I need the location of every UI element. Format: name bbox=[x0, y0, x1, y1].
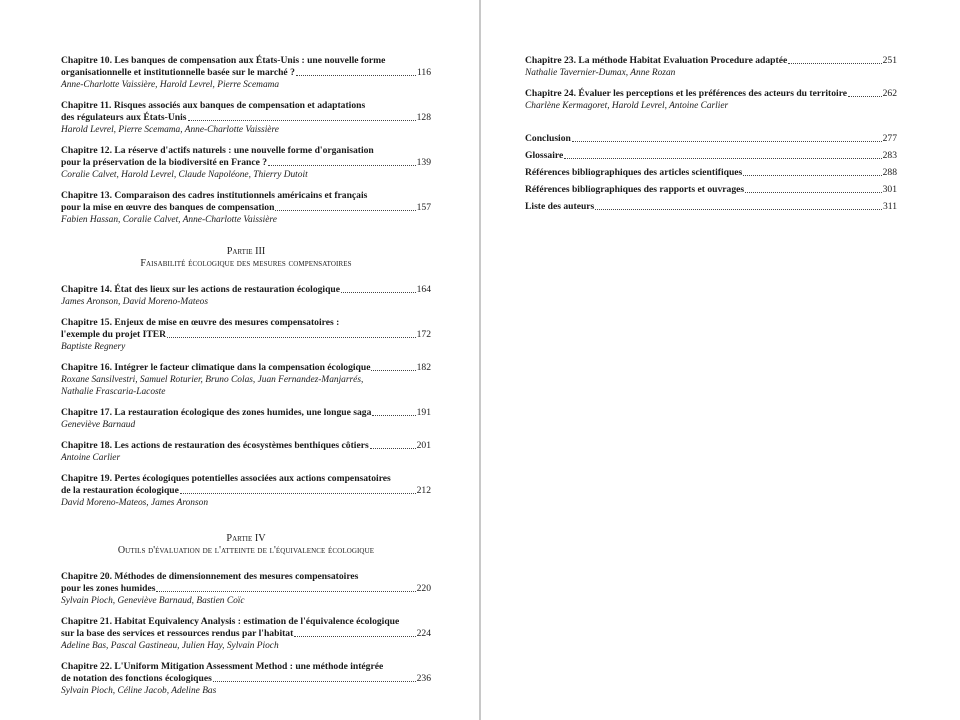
toc-back-matter bbox=[525, 133, 897, 213]
dot-leader bbox=[294, 636, 415, 637]
toc-entry-page-number: 220 bbox=[416, 583, 431, 594]
toc-entry-title-line: Chapitre 22. L'Uniform Mitigation Assessment Method : une méthode intégrée bbox=[61, 661, 384, 672]
toc-entry-title-row bbox=[61, 284, 431, 296]
toc-entry-page-number: 164 bbox=[416, 284, 431, 295]
toc-entry bbox=[61, 571, 431, 607]
dot-leader bbox=[296, 75, 416, 76]
toc-entry-title-line: Chapitre 19. Pertes écologiques potentielles associées aux actions compensatoires bbox=[61, 473, 391, 484]
right-page bbox=[481, 0, 960, 720]
toc-entry-title-line: l'exemple du projet ITER bbox=[61, 329, 167, 340]
toc-back-matter-item bbox=[525, 184, 897, 196]
toc-entry-authors: Sylvain Pioch, Geneviève Barnaud, Bastien Coïc bbox=[61, 596, 245, 606]
toc-entry bbox=[525, 88, 897, 112]
toc-entry-page-number: 191 bbox=[416, 407, 431, 418]
toc-entry-title-row bbox=[61, 583, 431, 595]
toc-back-matter-page: 301 bbox=[882, 184, 897, 195]
dot-leader bbox=[564, 158, 881, 159]
toc-entry-title-row bbox=[61, 485, 431, 497]
toc-back-matter-page: 283 bbox=[882, 150, 897, 161]
toc-entry bbox=[525, 55, 897, 79]
toc-entry-title-line: Chapitre 23. La méthode Habitat Evaluation Procedure adaptée bbox=[525, 55, 788, 66]
toc-back-matter-item bbox=[525, 133, 897, 145]
toc-back-matter-label: Conclusion bbox=[525, 133, 571, 144]
part-3-label: Partie III bbox=[226, 246, 266, 257]
dot-leader bbox=[371, 370, 415, 371]
toc-entry-page-number: 116 bbox=[416, 67, 431, 78]
toc-back-matter-label: Références bibliographiques des rapports et ouvrages bbox=[525, 184, 745, 195]
toc-back-matter-page: 288 bbox=[882, 167, 897, 178]
toc-group-part4 bbox=[61, 571, 431, 697]
toc-entry-page-number: 201 bbox=[416, 440, 431, 451]
toc-entry-authors: Antoine Carlier bbox=[61, 453, 121, 463]
toc-entry bbox=[61, 362, 431, 398]
dot-leader bbox=[341, 292, 416, 293]
left-page bbox=[0, 0, 479, 720]
dot-leader bbox=[572, 141, 882, 142]
toc-group-part4-end bbox=[525, 55, 897, 112]
toc-entry-title-row bbox=[61, 67, 431, 79]
toc-entry-page-number: 224 bbox=[416, 628, 431, 639]
toc-entry-title-line: Chapitre 10. Les banques de compensation aux États-Unis : une nouvelle forme bbox=[61, 55, 386, 66]
toc-group-part3 bbox=[61, 284, 431, 509]
part-4-label: Partie IV bbox=[226, 533, 266, 544]
toc-entry-authors: Nathalie Frascaria-Lacoste bbox=[61, 387, 166, 397]
toc-entry bbox=[61, 55, 431, 91]
toc-entry-page-number: 128 bbox=[416, 112, 431, 123]
toc-entry-page-number: 251 bbox=[882, 55, 897, 66]
toc-back-matter-label: Références bibliographiques des articles scientifiques bbox=[525, 167, 743, 178]
toc-entry bbox=[61, 317, 431, 353]
part-4-heading bbox=[61, 533, 431, 557]
toc-entry-title-row bbox=[61, 407, 431, 419]
toc-entry-title-line: Chapitre 18. Les actions de restauration des écosystèmes benthiques côtiers bbox=[61, 440, 369, 451]
toc-entry-title-row bbox=[61, 329, 431, 341]
toc-entry-title-line: organisationnelle et institutionnelle basée sur le marché ? bbox=[61, 67, 295, 78]
toc-entry-page-number: 157 bbox=[416, 202, 431, 213]
toc-entry-title-line: pour la préservation de la biodiversité en France ? bbox=[61, 157, 268, 168]
toc-entry-page-number: 172 bbox=[416, 329, 431, 340]
toc-entry-title-line: des régulateurs aux États-Unis bbox=[61, 112, 187, 123]
dot-leader bbox=[188, 120, 416, 121]
toc-back-matter-label: Glossaire bbox=[525, 150, 564, 161]
toc-entry-page-number: 236 bbox=[416, 673, 431, 684]
toc-entry-title-row bbox=[61, 112, 431, 124]
part-3-heading bbox=[61, 246, 431, 270]
toc-entry-title-row bbox=[61, 362, 431, 374]
toc-entry-authors: Baptiste Regnery bbox=[61, 342, 126, 352]
toc-entry bbox=[61, 661, 431, 697]
toc-entry-title-line: Chapitre 13. Comparaison des cadres institutionnels américains et français bbox=[61, 190, 368, 201]
toc-entry bbox=[61, 145, 431, 181]
toc-entry bbox=[61, 407, 431, 431]
toc-entry bbox=[61, 473, 431, 509]
toc-entry-authors: Coralie Calvet, Harold Levrel, Claude Napoléone, Thierry Dutoit bbox=[61, 170, 308, 180]
toc-group-part2-end bbox=[61, 55, 431, 226]
toc-entry bbox=[61, 100, 431, 136]
toc-entry-title-line: de la restauration écologique bbox=[61, 485, 179, 496]
part-3-title: Faisabilité écologique des mesures compensatoires bbox=[140, 258, 352, 269]
toc-entry bbox=[61, 440, 431, 464]
toc-entry-authors: Harold Levrel, Pierre Scemama, Anne-Charlotte Vaissière bbox=[61, 125, 279, 135]
toc-entry-page-number: 139 bbox=[416, 157, 431, 168]
dot-leader bbox=[745, 192, 881, 193]
toc-entry-title-line: Chapitre 16. Intégrer le facteur climatique dans la compensation écologique bbox=[61, 362, 371, 373]
toc-entry-title-row bbox=[525, 88, 897, 100]
dot-leader bbox=[788, 63, 881, 64]
dot-leader bbox=[743, 175, 881, 176]
toc-entry-title-line: Chapitre 15. Enjeux de mise en œuvre des mesures compensatoires : bbox=[61, 317, 340, 328]
toc-back-matter-item bbox=[525, 150, 897, 162]
toc-entry-title-line: Chapitre 20. Méthodes de dimensionnement des mesures compensatoires bbox=[61, 571, 359, 582]
toc-entry-title-row bbox=[525, 55, 897, 67]
left-toc-column bbox=[61, 55, 431, 706]
toc-entry-title-row bbox=[61, 157, 431, 169]
toc-entry-title-line: pour la mise en œuvre des banques de compensation bbox=[61, 202, 275, 213]
toc-entry-page-number: 212 bbox=[416, 485, 431, 496]
toc-entry-page-number: 262 bbox=[882, 88, 897, 99]
toc-entry-page-number: 182 bbox=[416, 362, 431, 373]
toc-entry-authors: Fabien Hassan, Coralie Calvet, Anne-Charlotte Vaissière bbox=[61, 215, 277, 225]
dot-leader bbox=[372, 415, 415, 416]
toc-entry-title-line: pour les zones humides bbox=[61, 583, 156, 594]
toc-entry bbox=[61, 284, 431, 308]
dot-leader bbox=[268, 165, 416, 166]
toc-entry-title-line: Chapitre 12. La réserve d'actifs naturels : une nouvelle forme d'organisation bbox=[61, 145, 374, 156]
toc-entry-authors: Roxane Sansilvestri, Samuel Roturier, Bruno Colas, Juan Fernandez-Manjarrés, bbox=[61, 375, 364, 385]
part-4-title: Outils d'évaluation de l'atteinte de l'équivalence écologique bbox=[117, 545, 375, 556]
toc-entry-authors: Nathalie Tavernier-Dumax, Anne Rozan bbox=[525, 68, 676, 78]
toc-entry-title-line: Chapitre 11. Risques associés aux banques de compensation et adaptations bbox=[61, 100, 366, 111]
toc-entry-title-line: Chapitre 24. Évaluer les perceptions et les préférences des acteurs du territoire bbox=[525, 88, 848, 99]
toc-entry-authors: James Aronson, David Moreno-Mateos bbox=[61, 297, 209, 307]
toc-back-matter-page: 311 bbox=[882, 201, 897, 212]
toc-entry-authors: Anne-Charlotte Vaissière, Harold Levrel, Pierre Scemama bbox=[61, 80, 280, 90]
toc-entry-authors: Geneviève Barnaud bbox=[61, 420, 136, 430]
toc-entry-title-line: sur la base des services et ressources rendus par l'habitat bbox=[61, 628, 294, 639]
toc-back-matter-item bbox=[525, 167, 897, 179]
dot-leader bbox=[213, 681, 416, 682]
toc-entry-authors: Adeline Bas, Pascal Gastineau, Julien Hay, Sylvain Pioch bbox=[61, 641, 279, 651]
dot-leader bbox=[167, 337, 416, 338]
right-toc-column bbox=[525, 55, 897, 218]
dot-leader bbox=[156, 591, 415, 592]
dot-leader bbox=[275, 210, 415, 211]
dot-leader bbox=[595, 209, 882, 210]
toc-back-matter-label: Liste des auteurs bbox=[525, 201, 595, 212]
toc-entry-title-row bbox=[61, 673, 431, 685]
toc-entry-authors: Sylvain Pioch, Céline Jacob, Adeline Bas bbox=[61, 686, 217, 696]
dot-leader bbox=[848, 96, 882, 97]
toc-back-matter-page: 277 bbox=[882, 133, 897, 144]
dot-leader bbox=[370, 448, 416, 449]
toc-entry-title-row bbox=[61, 202, 431, 214]
toc-entry-title-line: Chapitre 17. La restauration écologique des zones humides, une longue saga bbox=[61, 407, 372, 418]
toc-entry-title-row bbox=[61, 628, 431, 640]
toc-entry-authors: David Moreno-Mateos, James Aronson bbox=[61, 498, 209, 508]
toc-entry-title-line: Chapitre 14. État des lieux sur les actions de restauration écologique bbox=[61, 284, 341, 295]
toc-entry-title-line: Chapitre 21. Habitat Equivalency Analysis : estimation de l'équivalence écologique bbox=[61, 616, 400, 627]
toc-entry-title-row bbox=[61, 440, 431, 452]
dot-leader bbox=[180, 493, 416, 494]
toc-back-matter-item bbox=[525, 201, 897, 213]
toc-entry-title-line: de notation des fonctions écologiques bbox=[61, 673, 212, 684]
toc-entry bbox=[61, 190, 431, 226]
toc-entry bbox=[61, 616, 431, 652]
toc-entry-authors: Charlène Kermagoret, Harold Levrel, Antoine Carlier bbox=[525, 101, 729, 111]
